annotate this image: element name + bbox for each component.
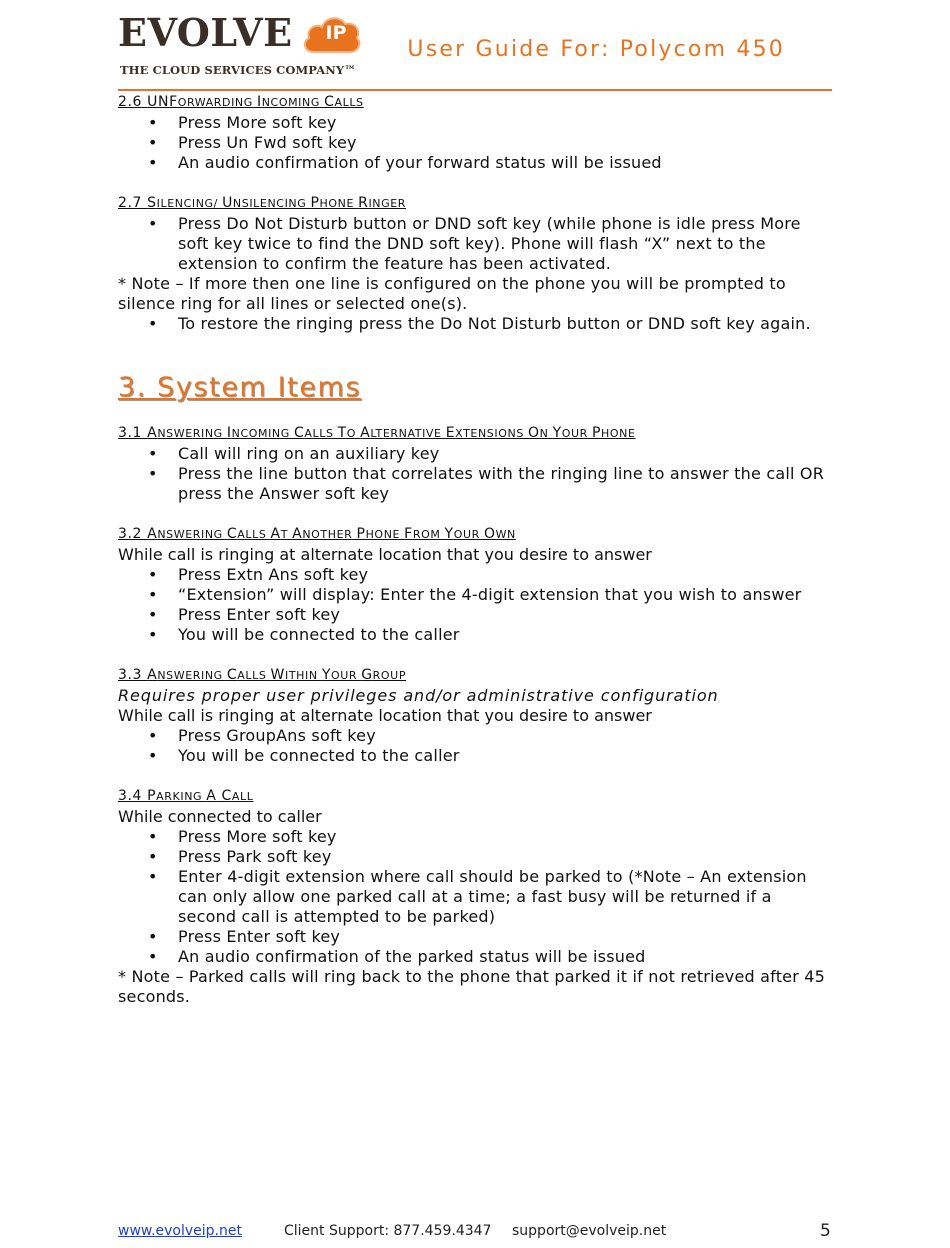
website-link[interactable]: www.evolveip.net <box>118 1223 242 1239</box>
list-item: • Enter 4-digit extension where call should be parked to (*Note – An extension can only allow one parked call at a time; a fast busy will be returned if a second call is attempted to be parked) <box>118 867 833 927</box>
bullet-list <box>118 827 833 967</box>
note-text: * Note – Parked calls will ring back to the phone that parked it if not retrieved after 45 seconds. <box>118 967 826 1006</box>
section-heading-2-6: 2.6 UNFORWARDING INCOMING CALLS <box>118 94 364 110</box>
evolve-ip-logo <box>118 10 368 82</box>
intro-text: While call is ringing at alternate location that you desire to answer <box>118 545 652 564</box>
list-item: • Press Extn Ans soft key <box>118 565 833 585</box>
section-heading-3-3: 3.3 ANSWERING CALLS WITHIN YOUR GROUP <box>118 667 407 683</box>
list-item: • “Extension” will display: Enter the 4-digit extension that you wish to answer <box>118 585 833 605</box>
section-heading-2-7: 2.7 SILENCING/ UNSILENCING PHONE RINGER <box>118 195 407 211</box>
chapter-heading: 3. System Items <box>118 372 362 403</box>
bullet-list <box>118 214 833 274</box>
bullet-list <box>118 314 833 334</box>
bullet-list <box>118 444 833 504</box>
intro-text: While call is ringing at alternate location that you desire to answer <box>118 706 652 725</box>
bullet-list <box>118 113 833 173</box>
section-heading-3-2: 3.2 ANSWERING CALLS AT ANOTHER PHONE FROM YOUR OWN <box>118 526 516 542</box>
intro-text: While connected to caller <box>118 807 322 826</box>
list-item: • Press the line button that correlates with the ringing line to answer the call OR press the Answer soft key <box>118 464 833 504</box>
section-heading-3-4: 3.4 PARKING A CALL <box>118 788 254 804</box>
list-item: • Press Enter soft key <box>118 927 833 947</box>
list-item: • To restore the ringing press the Do Not Disturb button or DND soft key again. <box>118 314 833 334</box>
header-divider <box>118 89 832 91</box>
note-text: * Note – If more then one line is configured on the phone you will be prompted to silence ring for all lines or selected one(s). <box>118 274 786 313</box>
list-item: • Press More soft key <box>118 113 833 133</box>
requirement-note: Requires proper user privileges and/or administrative configuration <box>118 686 719 705</box>
list-item: • Press Enter soft key <box>118 605 833 625</box>
list-item: • Press GroupAns soft key <box>118 726 833 746</box>
header-title: User Guide For: Polycom 450 <box>407 37 785 62</box>
list-item: • Press Park soft key <box>118 847 833 867</box>
list-item: • Call will ring on an auxiliary key <box>118 444 833 464</box>
list-item: • Press Do Not Disturb button or DND soft key (while phone is idle press More soft key twice to find the DND soft key). Phone will flash “X” next to the extension to confirm the feature has been activated. <box>118 214 833 274</box>
support-email: support@evolveip.net <box>512 1223 667 1239</box>
logo-tagline: THE CLOUD SERVICES COMPANY™ <box>120 63 356 77</box>
list-item: • Press Un Fwd soft key <box>118 133 833 153</box>
list-item: • Press More soft key <box>118 827 833 847</box>
list-item: • An audio confirmation of your forward status will be issued <box>118 153 833 173</box>
list-item: • You will be connected to the caller <box>118 746 833 766</box>
client-support-phone: Client Support: 877.459.4347 <box>284 1223 492 1239</box>
bullet-list <box>118 726 833 766</box>
section-heading-3-1: 3.1 ANSWERING INCOMING CALLS TO ALTERNATIVE EXTENSIONS ON YOUR PHONE <box>118 425 636 441</box>
list-item: • An audio confirmation of the parked status will be issued <box>118 947 833 967</box>
logo-ip-text: IP <box>325 22 347 44</box>
document-body <box>118 92 833 1007</box>
list-item: • You will be connected to the caller <box>118 625 833 645</box>
logo-wordmark: EVOLVE <box>118 10 293 55</box>
bullet-list <box>118 565 833 645</box>
page-number: 5 <box>820 1221 831 1241</box>
